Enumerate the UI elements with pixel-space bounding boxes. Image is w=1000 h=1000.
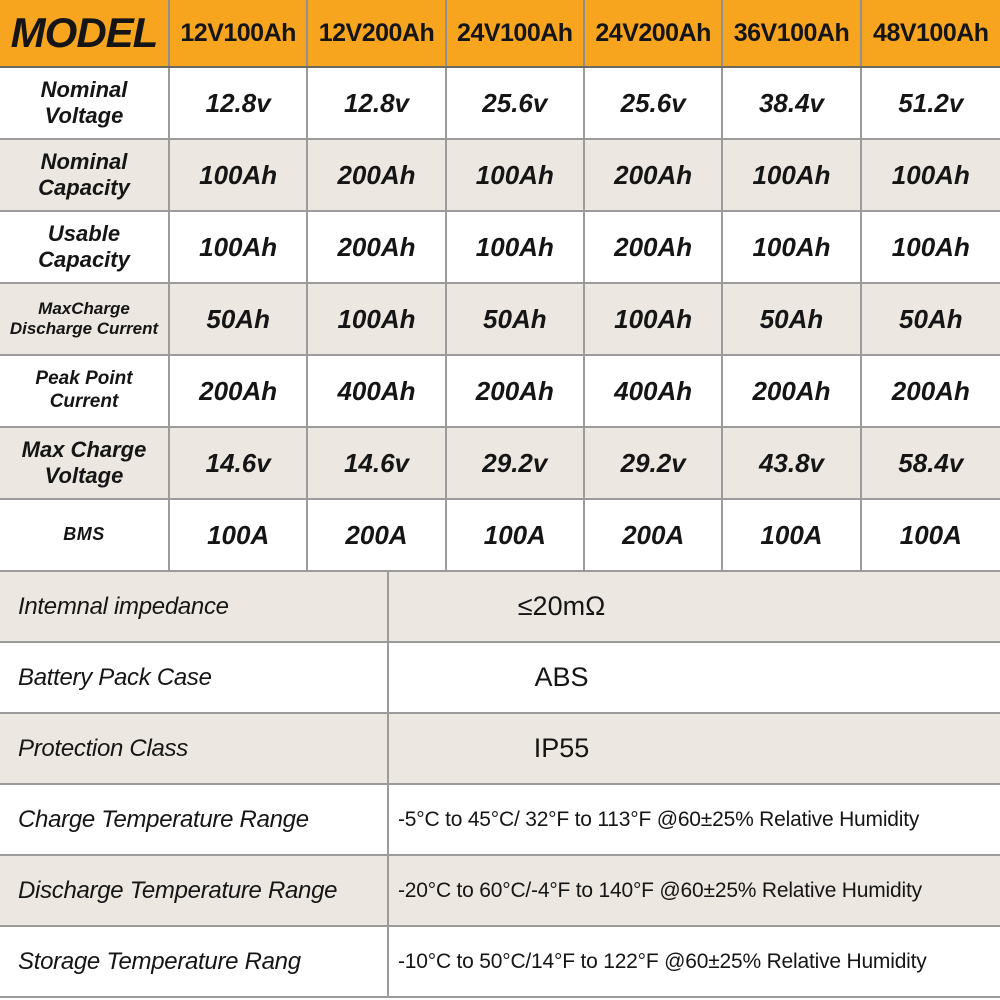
spec-value-cell: 200Ah [723,356,861,426]
spec-value-cell: 100Ah [170,140,308,210]
info-section [0,572,1000,998]
spec-value-cell: 100A [899,519,962,550]
spec-value-cell: 200Ah [585,212,723,282]
spec-value-cell: 100Ah [891,159,970,190]
spec-value-cell: 200Ah [308,140,446,210]
spec-value-cell: 58.4v [898,447,964,478]
spec-value-cell: 100Ah [723,212,861,282]
info-row-value: IP55 [533,733,590,763]
info-row-value: -20°C to 60°C/-4°F to 140°F @60±25% Relative Humidity [398,878,922,902]
spec-value-cell: 12.8v [308,68,446,138]
info-row-value: ABS [534,662,589,692]
info-row [0,643,1000,714]
spec-value-cell: 200Ah [170,356,308,426]
spec-value-cell: 200A [308,500,446,570]
info-row [0,714,1000,785]
spec-value-cell: 29.2v [585,428,723,498]
column-header-cell: 48V100Ah [873,18,989,47]
spec-row-label: Nominal Voltage [0,68,170,138]
spec-value-cell: 200Ah [447,356,585,426]
spec-value-cell: 29.2v [447,428,585,498]
spec-value-cell: 100Ah [308,284,446,354]
spec-value-cell: 25.6v [447,68,585,138]
spec-value-cell: 100Ah [585,284,723,354]
spec-row [0,356,1000,428]
column-header-cell: 12V100Ah [170,0,308,66]
spec-row-label: Peak Point Current [0,356,170,426]
spec-value-cell: 50Ah [899,303,963,334]
table-header-row [0,0,1000,68]
info-row [0,572,1000,643]
spec-value-cell: 100Ah [447,140,585,210]
spec-value-cell: 100Ah [447,212,585,282]
spec-row [0,284,1000,356]
spec-value-cell: 100Ah [891,231,970,262]
spec-row-label: Usable Capacity [0,212,170,282]
info-row-value: ≤20mΩ [517,591,606,621]
spec-row [0,68,1000,140]
info-row-label: Charge Temperature Range [0,785,389,854]
model-header-cell: MODEL [0,0,170,66]
spec-value-cell: 14.6v [308,428,446,498]
spec-row [0,212,1000,284]
spec-value-cell: 50Ah [447,284,585,354]
info-row [0,927,1000,998]
spec-value-cell: 400Ah [308,356,446,426]
spec-value-cell: 200A [585,500,723,570]
info-row [0,856,1000,927]
info-row [0,785,1000,856]
column-header-cell: 36V100Ah [723,0,861,66]
column-header-cell: 24V200Ah [585,0,723,66]
spec-value-cell: 100Ah [170,212,308,282]
spec-value-cell: 100Ah [723,140,861,210]
spec-row-label: MaxCharge Discharge Current [0,284,170,354]
spec-value-cell: 51.2v [898,87,964,118]
spec-value-cell: 200Ah [585,140,723,210]
spec-value-cell: 200Ah [308,212,446,282]
spec-value-cell: 50Ah [170,284,308,354]
spec-value-cell: 12.8v [170,68,308,138]
column-header-cell: 24V100Ah [447,0,585,66]
info-row-label: Battery Pack Case [0,643,389,712]
spec-value-cell: 14.6v [170,428,308,498]
spec-row-label: BMS [0,500,170,570]
spec-value-cell: 200Ah [891,375,970,406]
info-row-value: -5°C to 45°C/ 32°F to 113°F @60±25% Relative Humidity [398,807,920,831]
spec-row-label: Nominal Capacity [0,140,170,210]
info-row-label: Protection Class [0,714,389,783]
spec-row [0,140,1000,212]
spec-row [0,500,1000,572]
spec-value-cell: 100A [170,500,308,570]
spec-row [0,428,1000,500]
spec-value-cell: 50Ah [723,284,861,354]
spec-row-label: Max Charge Voltage [0,428,170,498]
spec-value-cell: 400Ah [585,356,723,426]
spec-value-cell: 25.6v [585,68,723,138]
info-row-value: -10°C to 50°C/14°F to 122°F @60±25% Relative Humidity [398,949,927,973]
info-row-label: Discharge Temperature Range [0,856,389,925]
spec-value-cell: 100A [447,500,585,570]
spec-value-cell: 43.8v [723,428,861,498]
spec-value-cell: 100A [723,500,861,570]
column-header-cell: 12V200Ah [308,0,446,66]
info-row-label: Storage Temperature Rang [0,927,389,996]
info-row-label: Intemnal impedance [0,572,389,641]
spec-value-cell: 38.4v [723,68,861,138]
